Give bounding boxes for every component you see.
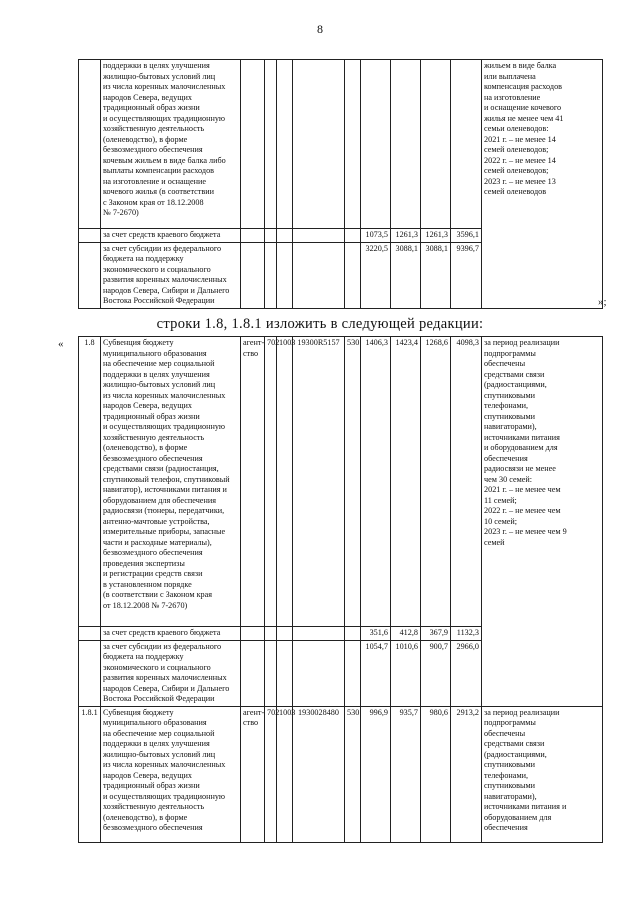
table-new-rows (78, 336, 603, 843)
row-number: 1.8.1 (79, 706, 101, 842)
num-cell (79, 60, 101, 229)
administrator: агент- ство (241, 706, 265, 842)
value-2022: 3088,1 (391, 242, 421, 308)
code-vr: 530 (345, 337, 361, 627)
value-total: 1132,3 (451, 627, 482, 641)
measure-text: поддержки в целях улучшения жилищно-бытовых условий лиц из числа коренных малочисленных народов Севера, ведущих традиционный образ жизни и осуществляющих традиционную хозяйственную деятельность (оленеводство), в форме безвозмездного обеспечения кочевым жильем в виде балка либо выплаты компенсации расходов на изготовление и оснащение кочевого жилья (в соответствии с Законом края от 18.12.2008 № 7-2670) (101, 60, 241, 229)
measure-text: Субвенция бюджету муниципального образования на обеспечение мер социальной поддержки в целях улучшения жилищно-бытовых условий лиц из числа коренных малочисленных народов Севера, ведущих традиционный образ жизни и осуществляющих традиционную хозяйственную деятельность (оленеводство), в форме безвозмездного обеспечения (101, 706, 241, 842)
administrator: агент- ство (241, 337, 265, 627)
code-grbs: 702 (265, 706, 277, 842)
section-heading: строки 1.8, 1.8.1 изложить в следующей редакции: (156, 316, 484, 332)
value-2021: 996,9 (361, 706, 391, 842)
value-2021: 1073,5 (361, 229, 391, 243)
value-2023: 367,9 (421, 627, 451, 641)
value-2022: 412,8 (391, 627, 421, 641)
code-vr: 530 (345, 706, 361, 842)
value-2023: 3088,1 (421, 242, 451, 308)
value-2022: 1261,3 (391, 229, 421, 243)
value-2021: 1406,3 (361, 337, 391, 627)
closing-quote: »; (598, 296, 607, 308)
value-2022: 1010,6 (391, 640, 421, 706)
value-2021: 1054,7 (361, 640, 391, 706)
value-total: 2913,2 (451, 706, 482, 842)
value-2023: 1268,6 (421, 337, 451, 627)
row-number: 1.8 (79, 337, 101, 627)
code-csr: 19300R5157 (293, 337, 345, 627)
code-rzpr: 1003 (277, 706, 293, 842)
value-2021: 351,6 (361, 627, 391, 641)
table-continued (78, 59, 603, 309)
result-text: за период реализации подпрограммы обеспечены средствами связи (радиостанциями, спутниковыми телефонами, спутниковыми навигаторами), источниками питания и оборудованием для обеспечения радиосвязи не менее чем 30 семей: 2021 г. – не менее чем 11 семей; 2022 г. – не менее чем 10 семей; 2023 г. – не менее чем 9 семей (482, 337, 603, 707)
value-total: 9396,7 (451, 242, 482, 308)
regional-label: за счет средств краевого бюджета (101, 229, 241, 243)
regional-label: за счет средств краевого бюджета (101, 627, 241, 641)
opening-quote: « (58, 338, 64, 350)
value-total: 2966,0 (451, 640, 482, 706)
code-rzpr: 1003 (277, 337, 293, 627)
code-grbs: 702 (265, 337, 277, 627)
code-csr: 1930028480 (293, 706, 345, 842)
result-text: жильем в виде балка или выплачена компенсация расходов на изготовление и оснащение кочевого жилья не менее чем 41 семьи оленеводов: 2021 г. – не менее 14 семей оленеводов; 2022 г. – не менее 14 семей оленеводов; 2023 г. – не менее 13 семей оленеводов (482, 60, 603, 309)
federal-label: за счет субсидии из федерального бюджета на поддержку экономического и социального развития коренных малочисленных народов Севера, Сибири и Дальнего Востока Российской Федерации (101, 242, 241, 308)
value-2023: 1261,3 (421, 229, 451, 243)
measure-text: Субвенция бюджету муниципального образования на обеспечение мер социальной поддержки в целях улучшения жилищно-бытовых условий лиц из числа коренных малочисленных народов Севера, ведущих традиционный образ жизни и осуществляющих традиционную хозяйственную деятельность (оленеводство), в форме безвозмездного обеспечения средствами связи (радиостанция, спутниковый телефон, спутниковый навигатор), источниками питания и оборудованием для обеспечения радиосвязи (тюнеры, передатчики, антенно-мачтовые устройства, измерительные приборы, запасные части и расходные материалы), безвозмездного обеспечения проведения экспертизы и регистрации средств связи в установленном порядке (в соответствии с Законом края от 18.12.2008 № 7-2670) (101, 337, 241, 627)
value-2022: 1423,4 (391, 337, 421, 627)
page-number: 8 (317, 22, 323, 36)
value-2023: 900,7 (421, 640, 451, 706)
value-2023: 980,6 (421, 706, 451, 842)
value-total: 4098,3 (451, 337, 482, 627)
result-text: за период реализации подпрограммы обеспечены средствами связи (радиостанциями, спутниковыми телефонами, спутниковыми навигаторами), источниками питания и оборудованием для обеспечения (482, 706, 603, 842)
value-2021: 3220,5 (361, 242, 391, 308)
federal-label: за счет субсидии из федерального бюджета на поддержку экономического и социального развития коренных малочисленных народов Севера, Сибири и Дальнего Востока Российской Федерации (101, 640, 241, 706)
value-total: 3596,1 (451, 229, 482, 243)
value-2022: 935,7 (391, 706, 421, 842)
